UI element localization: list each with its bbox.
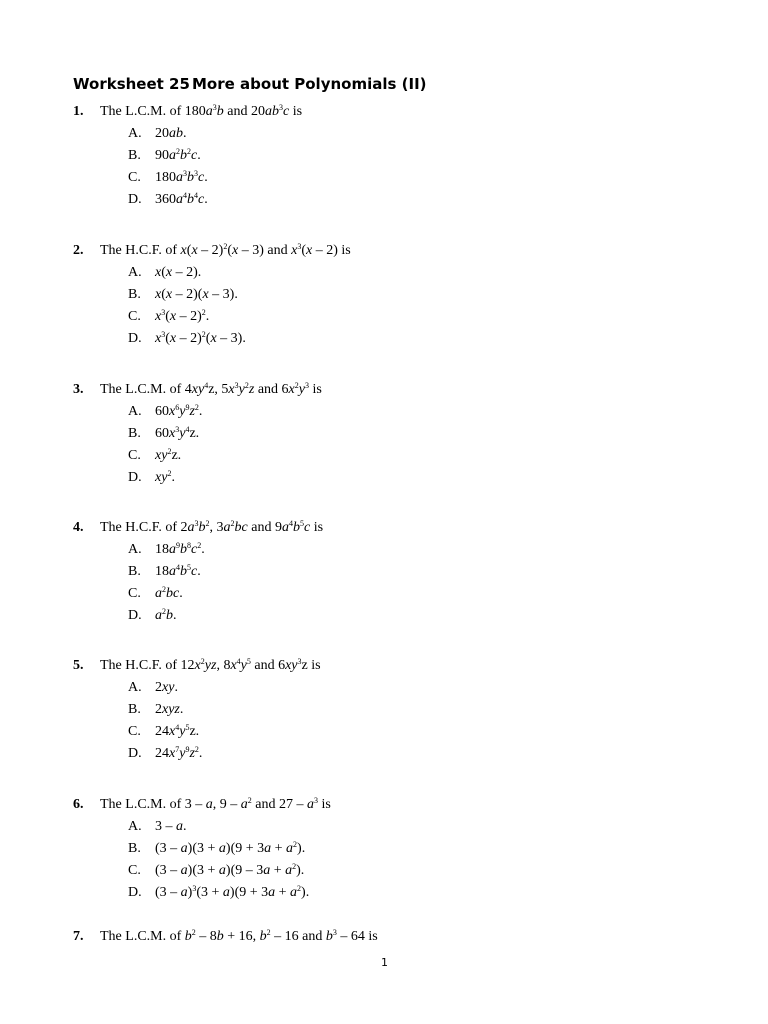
question-stem-line	[73, 240, 673, 262]
option-letter: D.	[128, 746, 142, 761]
option-a	[73, 539, 673, 561]
option-letter: D.	[128, 885, 142, 900]
option-text: $90a^2b^2c$.	[155, 147, 201, 163]
question-number: 1.	[73, 104, 84, 119]
option-letter: C.	[128, 170, 141, 185]
option-d	[73, 605, 673, 627]
question-1	[73, 101, 673, 211]
worksheet-topic: More about Polynomials (II)	[192, 75, 427, 93]
option-a	[73, 677, 673, 699]
option-b	[73, 423, 673, 445]
option-text: $xy^2$.	[155, 469, 175, 485]
question-4	[73, 517, 673, 627]
option-letter: B.	[128, 148, 141, 163]
question-stem-line	[73, 101, 673, 123]
option-letter: D.	[128, 608, 142, 623]
question-3	[73, 379, 673, 489]
option-c	[73, 860, 673, 882]
option-a	[73, 401, 673, 423]
option-letter: B.	[128, 841, 141, 856]
question-number: 7.	[73, 929, 84, 944]
option-b	[73, 838, 673, 860]
option-c	[73, 306, 673, 328]
option-text: $24x^4y^5z$.	[155, 723, 200, 739]
option-c	[73, 721, 673, 743]
question-number: 3.	[73, 382, 84, 397]
option-b	[73, 145, 673, 167]
option-text: 2xyz.	[155, 702, 184, 717]
option-text: 2xy.	[155, 680, 178, 695]
option-text: x(x – 2)(x – 3).	[155, 287, 238, 302]
option-text: $a^2bc$.	[155, 585, 183, 601]
question-stem-line	[73, 379, 673, 401]
option-text: $60x^3y^4z$.	[155, 425, 200, 441]
question-7	[73, 926, 673, 948]
option-letter: B.	[128, 287, 141, 302]
option-text: $a^2b$.	[155, 607, 177, 623]
question-stem-line	[73, 655, 673, 677]
option-text: $xy^2z$.	[155, 447, 182, 463]
option-text: $x^3(x - 2)^2$.	[155, 308, 210, 324]
option-letter: A.	[128, 404, 142, 419]
option-text: $(3 - a)(3 + a)(9 - 3a + a^2)$.	[155, 862, 305, 878]
option-b	[73, 699, 673, 721]
option-text: 3 – a.	[155, 819, 187, 834]
page-number: 1	[381, 956, 388, 969]
option-text: $(3 - a)^3(3 + a)(9 + 3a + a^2)$.	[155, 884, 310, 900]
option-letter: C.	[128, 863, 141, 878]
option-letter: C.	[128, 724, 141, 739]
option-text: $360a^4b^4c$.	[155, 191, 208, 207]
option-a	[73, 816, 673, 838]
question-stem-line	[73, 517, 673, 539]
option-letter: A.	[128, 542, 142, 557]
option-d	[73, 189, 673, 211]
worksheet-title	[73, 75, 427, 93]
worksheet-number: Worksheet 25	[73, 75, 190, 93]
option-text: $x^3(x - 2)^2(x - 3)$.	[155, 330, 246, 346]
option-a	[73, 262, 673, 284]
option-c	[73, 445, 673, 467]
option-c	[73, 583, 673, 605]
question-stem: The H.C.F. of $12x^2yz$, $8x^4y^5$ and $6xy^3z$ is	[100, 657, 321, 673]
option-letter: A.	[128, 265, 142, 280]
option-letter: A.	[128, 819, 142, 834]
option-text: $60x^6y^9z^2$.	[155, 403, 203, 419]
option-letter: B.	[128, 426, 141, 441]
question-6	[73, 794, 673, 904]
option-text: x(x – 2).	[155, 265, 202, 280]
question-number: 4.	[73, 520, 84, 535]
question-stem-line	[73, 794, 673, 816]
option-d	[73, 467, 673, 489]
question-number: 2.	[73, 243, 84, 258]
option-letter: A.	[128, 126, 142, 141]
question-5	[73, 655, 673, 765]
question-stem: The L.C.M. of $4xy^4z$, $5x^3y^2z$ and $6x^2y^3$ is	[100, 381, 322, 397]
option-text: $18a^4b^5c$.	[155, 563, 201, 579]
question-stem-line	[73, 926, 673, 948]
option-letter: A.	[128, 680, 142, 695]
option-text: $24x^7y^9z^2$.	[155, 745, 203, 761]
question-stem: The L.C.M. of $b^2 - 8b + 16$, $b^2 - 16$ and $b^3 - 64$ is	[100, 928, 378, 944]
question-number: 5.	[73, 658, 84, 673]
option-letter: D.	[128, 470, 142, 485]
option-a	[73, 123, 673, 145]
question-stem: The L.C.M. of $180a^3b$ and $20ab^3c$ is	[100, 103, 303, 119]
question-stem: The H.C.F. of x(x – 2)$^2$(x – 3) and $x^3(x - 2)$ is	[100, 242, 351, 258]
question-stem: The L.C.M. of 3 – a, $9 - a^2$ and $27 - a^3$ is	[100, 796, 331, 812]
option-b	[73, 561, 673, 583]
option-letter: B.	[128, 564, 141, 579]
option-d	[73, 328, 673, 350]
option-letter: C.	[128, 309, 141, 324]
option-b	[73, 284, 673, 306]
option-c	[73, 167, 673, 189]
option-letter: D.	[128, 192, 142, 207]
option-text: $18a^9b^8c^2$.	[155, 541, 205, 557]
option-letter: D.	[128, 331, 142, 346]
option-d	[73, 743, 673, 765]
option-text: 20ab.	[155, 126, 187, 141]
option-text: $(3 - a)(3 + a)(9 + 3a + a^2)$.	[155, 840, 306, 856]
option-letter: C.	[128, 586, 141, 601]
option-d	[73, 882, 673, 904]
option-text: $180a^3b^3c$.	[155, 169, 208, 185]
question-stem: The H.C.F. of $2a^3b^2$, $3a^2bc$ and $9a^4b^5c$ is	[100, 519, 324, 535]
option-letter: B.	[128, 702, 141, 717]
option-letter: C.	[128, 448, 141, 463]
question-2	[73, 240, 673, 350]
question-number: 6.	[73, 797, 84, 812]
